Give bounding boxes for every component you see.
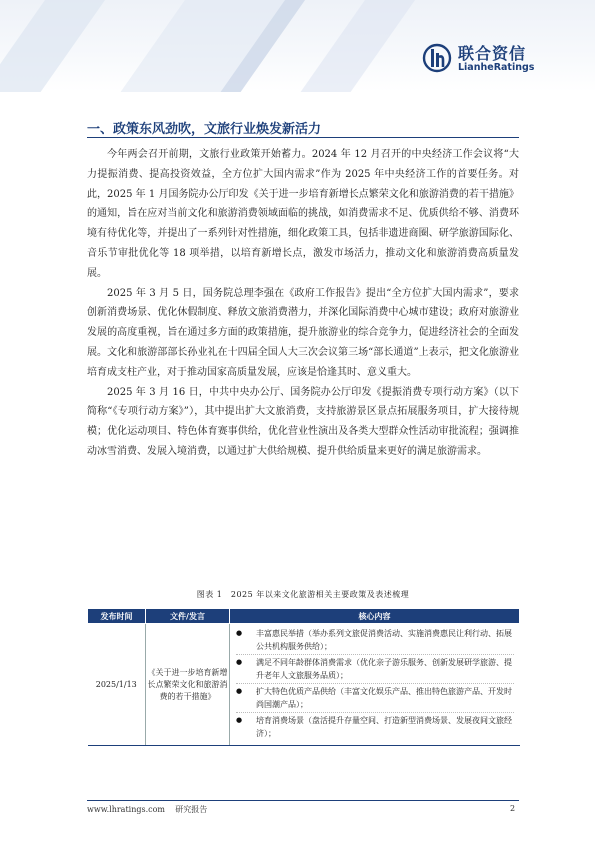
core-content-list [230,624,520,745]
table-row [88,624,520,746]
list-item-text: 培育消费场景（盘活提升存量空间、打造新型消费场景、发展夜间文旅经济）； [256,716,512,738]
cell-core-content [230,624,520,746]
cell-document: 《关于进一步培育新增长点繁荣文化和旅游消费的若干措施》 [146,624,230,746]
lianhe-logo-icon [422,43,452,73]
section-divider [87,137,519,138]
policy-table [87,608,520,746]
column-header-content: 核心内容 [230,609,520,624]
brand-name-cn: 联合资信 [458,44,527,63]
brand-logo [422,41,562,81]
list-item-text: 丰富惠民举措（举办系列文旅促消费活动、实施消费惠民让利行动、拓展公共机构服务供给）； [256,629,512,651]
column-header-document: 文件/发言 [146,609,230,624]
list-item [236,627,514,655]
list-item [236,714,514,741]
table-header-row [88,609,520,624]
footer-website[interactable]: www.lhratings.com [87,805,166,814]
cell-date: 2025/1/13 [88,624,146,746]
bullet-icon: ● [236,629,243,637]
paragraph: 2025 年 3 月 16 日，中共中央办公厅、国务院办公厅印发《提振消费专项行动方案》（以下简称“《专项行动方案》”），其中提出扩大文旅消费，支持旅游景区景点拓展服务项目，扩大接待规模；优化运动项目、特色体育赛事供给，优化营业性演出及各类大型群众性活动审批流程；强调推动冰雪消费、发展入境消费，以通过扩大供给规模、提升供给质量来更好的满足旅游需求。 [87,386,519,457]
column-header-date: 发布时间 [88,609,146,624]
list-item [236,656,514,684]
decorative-stripe [0,0,119,92]
footer-divider [87,800,519,801]
bullet-icon: ● [236,658,243,666]
paragraph: 2025 年 3 月 5 日，国务院总理李强在《政府工作报告》提出“全方位扩大国内需求”，要求创新消费场景、优化休假制度、释放文旅消费潜力，并深化国际消费中心城市建设；政府对旅游业发展的高度重视，旨在通过多方面的政策措施，提升旅游业的综合竞争力，促进经济社会的全面发展。文化和旅游部部长孙业礼在十四届全国人大三次会议第三场“部长通道”上表示，把文化旅游业培育成支柱产业，对于推动国家高质量发展，应该是恰逢其时、意义重大。 [87,287,519,378]
bullet-icon: ● [236,687,243,695]
paragraph: 今年两会召开前期，文旅行业政策开始蓄力。2024 年 12 月召开的中央经济工作会议将“大力提振消费、提高投资效益，全方位扩大国内需求”作为 2025 年中央经济工作的首要任务。对此，2025 年 1 月国务院办公厅印发《关于进一步培育新增长点繁荣文化和旅游消费的若干措施》的通知，旨在应对当前文化和旅游消费领域面临的挑战，如消费需求不足、优质供给不够、消费环境有待优化等，并提出了一系列针对性措施，细化政策工具，包括非遗进商圈、研学旅游国际化、音乐节审批优化等 18 项举措，以培育新增长点，激发市场活力，推动文化和旅游消费高质量发展。 [87,149,519,279]
footer-meta [87,804,207,815]
table-caption: 图表 1 2025 年以来文化旅游相关主要政策及表述梳理 [196,590,410,599]
body-text [87,145,519,462]
bullet-icon: ● [236,716,243,724]
list-item [236,685,514,713]
footer-report-type: 研究报告 [175,805,208,814]
section-heading: 一、政策东风劲吹，文旅行业焕发新活力 [87,122,322,137]
brand-name-en: LianheRatings [458,62,535,73]
list-item-text: 扩大特色优质产品供给（丰富文化娱乐产品、推出特色旅游产品、开发时尚国潮产品）； [256,687,512,709]
list-item-text: 满足不同年龄群体消费需求（优化亲子游乐服务、创新发展研学旅游、提升老年人文旅服务品质）； [256,658,512,680]
decorative-stripe [281,0,429,92]
page-number: 2 [510,804,516,813]
